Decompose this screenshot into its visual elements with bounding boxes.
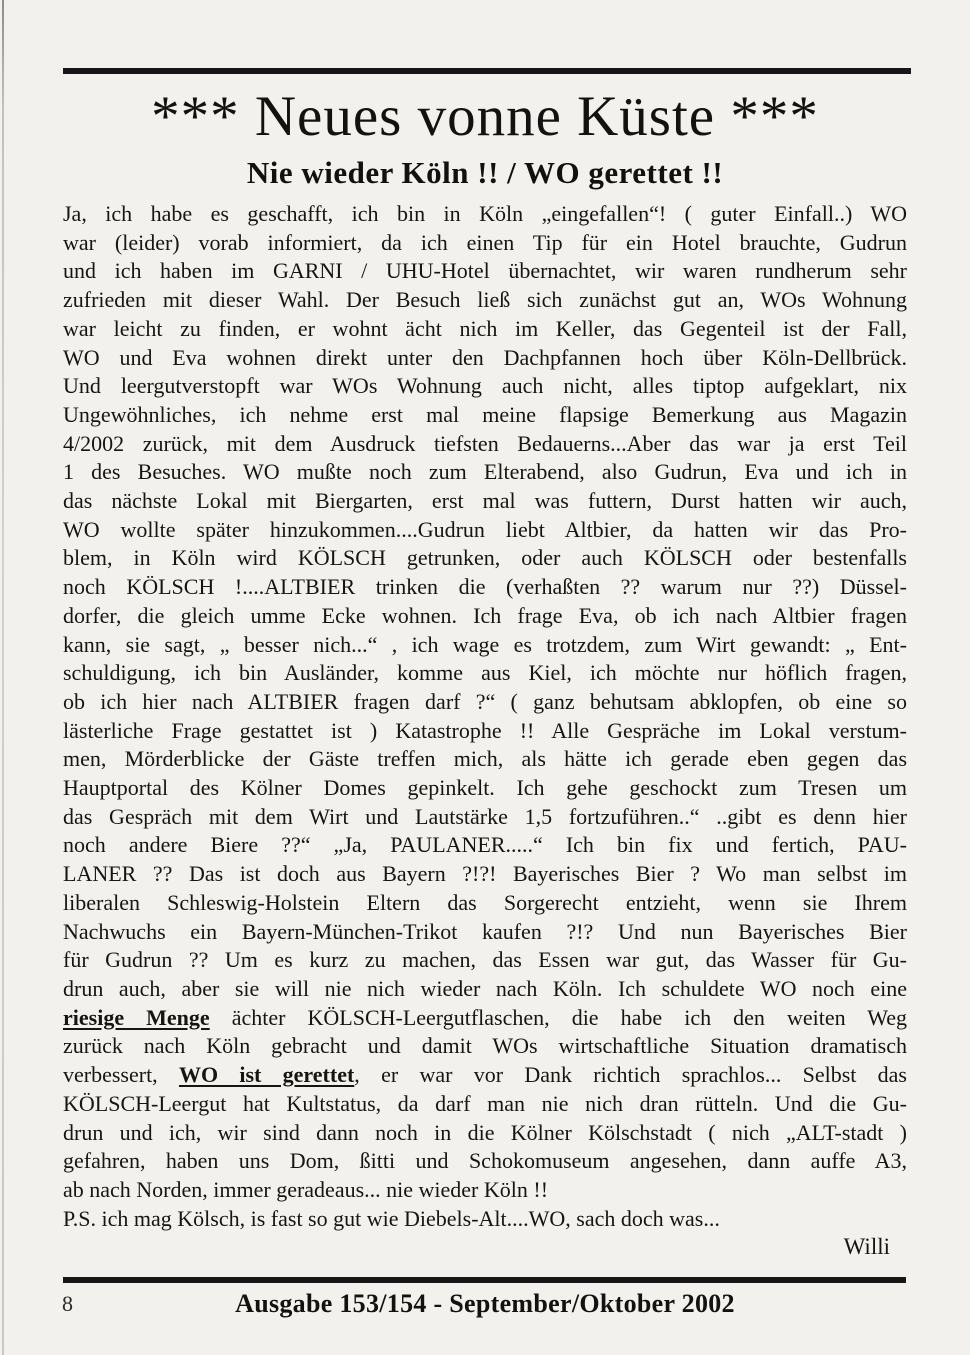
text-line: KÖLSCH-Leergut hat Kultstatus, da darf man nie nich dran rütteln. Und die Gu-	[63, 1090, 907, 1116]
text-line: für Gudrun ?? Um es kurz zu machen, das Essen war gut, das Wasser für Gu-	[63, 947, 907, 973]
text-line: verbessert, WO ist gerettet, er war vor Dank richtich sprachlos... Selbst das	[63, 1062, 907, 1088]
page-number: 8	[62, 1291, 73, 1316]
text-line: noch andere Biere ??“ „Ja, PAULANER.....“ Ich bin fix und fertich, PAU-	[63, 832, 907, 858]
text-line: riesige Menge ächter KÖLSCH-Leergutflaschen, die habe ich den weiten Weg	[63, 1004, 908, 1030]
footer-rule	[63, 1277, 906, 1283]
text-line: war leicht zu finden, er wohnt ächt nich im Keller, das Gegenteil ist der Fall,	[63, 315, 907, 341]
text-line: zurück nach Köln gebracht und damit WOs wirtschaftliche Situation dramatisch	[63, 1033, 907, 1059]
text-line: men, Mörderblicke der Gäste treffen mich, als hätte ich gerade eben gegen das	[63, 746, 907, 772]
text-line: Hauptportal des Kölner Domes gepinkelt. Ich gehe geschockt zum Tresen um	[63, 775, 907, 801]
bold-underlined-phrase: WO ist gerettet	[178, 1062, 355, 1088]
text-line: gefahren, haben uns Dom, ßitti und Schokomuseum angesehen, dann auffe A3,	[63, 1148, 907, 1174]
text-line: liberalen Schleswig-Holstein Eltern das Sorgerecht entzieht, wenn sie Ihrem	[63, 889, 907, 915]
bold-underlined-phrase: riesige Menge	[63, 1004, 210, 1030]
text-line: 1 des Besuches. WO mußte noch zum Elterabend, also Gudrun, Eva und ich in	[63, 459, 907, 485]
signature: Willi	[843, 1234, 890, 1260]
text-line: und ich haben im GARNI / UHU-Hotel übernachtet, wir waren rundherum sehr	[63, 258, 907, 284]
text-line: das nächste Lokal mit Biergarten, erst mal was futtern, Durst hatten wir auch,	[63, 488, 907, 514]
text-line: LANER ?? Das ist doch aus Bayern ?!?! Bayerisches Bier ? Wo man selbst im	[63, 861, 907, 887]
text-line: noch KÖLSCH !....ALTBIER trinken die (verhaßten ?? warum nur ??) Düssel-	[63, 574, 907, 600]
text-line: schuldigung, ich bin Ausländer, komme aus Kiel, ich möchte nur höflich fragen,	[63, 660, 907, 686]
issue-line: Ausgabe 153/154 - September/Oktober 2002	[235, 1289, 735, 1318]
text-line: Ja, ich habe es geschafft, ich bin in Köln „eingefallen“! ( guter Einfall..) WO	[63, 201, 907, 226]
text-line: drun und ich, wir sind dann noch in die Kölner Kölschstadt ( nich „ALT-stadt )	[63, 1119, 907, 1145]
text-line: WO wollte später hinzukommen....Gudrun liebt Altbier, da hatten wir das Pro-	[63, 516, 907, 542]
text-line: Ungewöhnliches, ich nehme erst mal meine flapsige Bemerkung aus Magazin	[63, 401, 907, 427]
scan-edge-artifact	[2, 0, 4, 1355]
text-line: kann, sie sagt, „ besser nich...“ , ich wage es trotzdem, zum Wirt gewandt: „ Ent-	[63, 631, 907, 657]
text-line: ab nach Norden, immer geradeaus... nie wieder Köln !!	[63, 1176, 549, 1202]
text-line: P.S. ich mag Kölsch, is fast so gut wie Diebels-Alt....WO, sach doch was...	[63, 1205, 720, 1231]
text-line: dorfer, die gleich umme Ecke wohnen. Ich frage Eva, ob ich nach Altbier fragen	[63, 602, 907, 628]
text-line: lästerliche Frage gestattet ist ) Katastrophe !! Alle Gespräche im Lokal verstum-	[63, 717, 907, 743]
text-line: zufrieden mit dieser Wahl. Der Besuch ließ sich zunächst gut an, WOs Wohnung	[63, 287, 907, 313]
text-line: blem, in Köln wird KÖLSCH getrunken, oder auch KÖLSCH oder bestenfalls	[63, 545, 907, 571]
footer	[0, 1289, 970, 1319]
article-body	[63, 200, 907, 1233]
text-line: Nachwuchs ein Bayern-München-Trikot kaufen ?!? Und nun Bayerisches Bier	[63, 918, 907, 944]
text-line: drun auch, aber sie will nie nich wieder nach Köln. Ich schuldete WO noch eine	[63, 975, 907, 1001]
page-title: *** Neues vonne Küste ***	[151, 85, 819, 148]
text-line: WO und Eva wohnen direkt unter den Dachpfannen hoch über Köln-Dellbrück.	[63, 344, 907, 370]
top-rule	[63, 68, 911, 74]
text-line: das Gespräch mit dem Wirt und Lautstärke 1,5 fortzuführen..“ ..gibt es denn hier	[63, 803, 907, 829]
article-headline: Nie wieder Köln !! / WO gerettet !!	[246, 155, 724, 190]
text-line: ob ich hier nach ALTBIER fragen darf ?“ ( ganz behutsam abklopfen, ob eine so	[63, 688, 907, 714]
text-line: 4/2002 zurück, mit dem Ausdruck tiefsten Bedauerns...Aber das war ja erst Teil	[63, 430, 907, 456]
text-line: war (leider) vorab informiert, da ich einen Tip für ein Hotel brauchte, Gudrun	[63, 229, 907, 255]
text-line: Und leergutverstopft war WOs Wohnung auch nicht, alles tiptop aufgeklart, nix	[63, 373, 907, 399]
